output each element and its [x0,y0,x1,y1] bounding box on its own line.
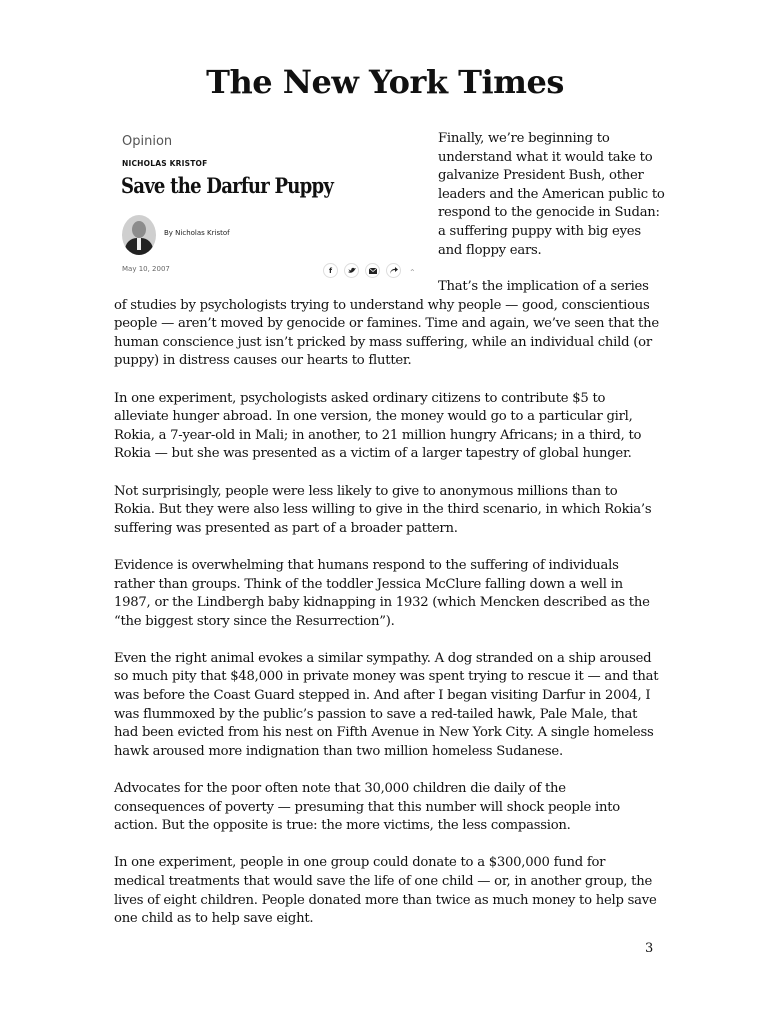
facebook-icon: f [323,263,338,278]
publish-date: May 10, 2007 [122,265,170,273]
share-bar [323,263,401,278]
author-kicker: NICHOLAS KRISTOF [122,159,208,168]
share-icon [386,263,401,278]
page-number: 3 [645,941,654,956]
email-icon [365,263,380,278]
masthead-logo: The New York Times [206,63,564,101]
paragraph-1: Finally, we’re beginning to understand what it would take to galvanize President Bush, other leaders and the American public to respond to the genocide in Sudan: a suffering puppy with big eyes and floppy ears. [438,131,665,258]
article-headline: Save the Darfur Puppy [121,173,334,198]
section-label: Opinion [122,134,173,149]
paragraph-7: Advocates for the poor often note that 30,000 children die daily of the consequences of poverty — presuming that this number will shock people into action. But the opposite is true: the more victims, the less compassion. [114,781,621,834]
paragraph-2: That’s the implication of a series of studies by psychologists trying to understand why people — good, conscientious people — aren’t moved by genocide or famines. Time and again, we’ve seen that the human conscience just isn’t pricked by mass suffering, while an individual child (or puppy) in distress causes our hearts to flutter. [114,279,659,369]
paragraph-6: Even the right animal evokes a similar sympathy. A dog stranded on a ship aroused so much pity that $48,000 in private money was spent trying to rescue it — and that was before the Coast Guard stepped in. And after I began visiting Darfur in 2004, I was flummoxed by the public’s passion to save a red-tailed hawk, Pale Male, that had been evicted from his nest on Fifth Avenue in New York City. A single homeless hawk aroused more indignation than two million homeless Sudanese. [114,650,659,759]
paragraph-3: In one experiment, psychologists asked ordinary citizens to contribute $5 to alleviate hunger abroad. In one version, the money would go to a particular girl, Rokia, a 7-year-old in Mali; in another, to 21 million hungry Africans; in a third, to Rokia — but she was presented as a victim of a larger tapestry of global hunger. [114,390,642,462]
article-body [114,278,659,947]
author-photo [122,215,156,255]
paragraph-8: In one experiment, people in one group could donate to a $300,000 fund for medical treatments that would save the life of one child — or, in another group, the lives of eight children. People donated more than twice as much money to help save one child as to help save eight. [114,855,657,927]
paragraph-5: Evidence is overwhelming that humans respond to the suffering of individuals rather than groups. Think of the toddler Jessica McClure falling down a well in 1987, or the Lindbergh baby kidnapping in 1932 (which Mencken described as the “the biggest story since the Resurrection”). [114,557,650,629]
twitter-icon [344,263,359,278]
paragraph-4: Not surprisingly, people were less likely to give to anonymous millions than to Rokia. But they were also less willing to give in the third scenario, in which Rokia’s suffering was presented as part of a broader pattern. [114,483,652,536]
article-screenshot [118,128,423,280]
chevron-icon: ⌃ [409,268,416,277]
byline: By Nicholas Kristof [164,229,230,237]
